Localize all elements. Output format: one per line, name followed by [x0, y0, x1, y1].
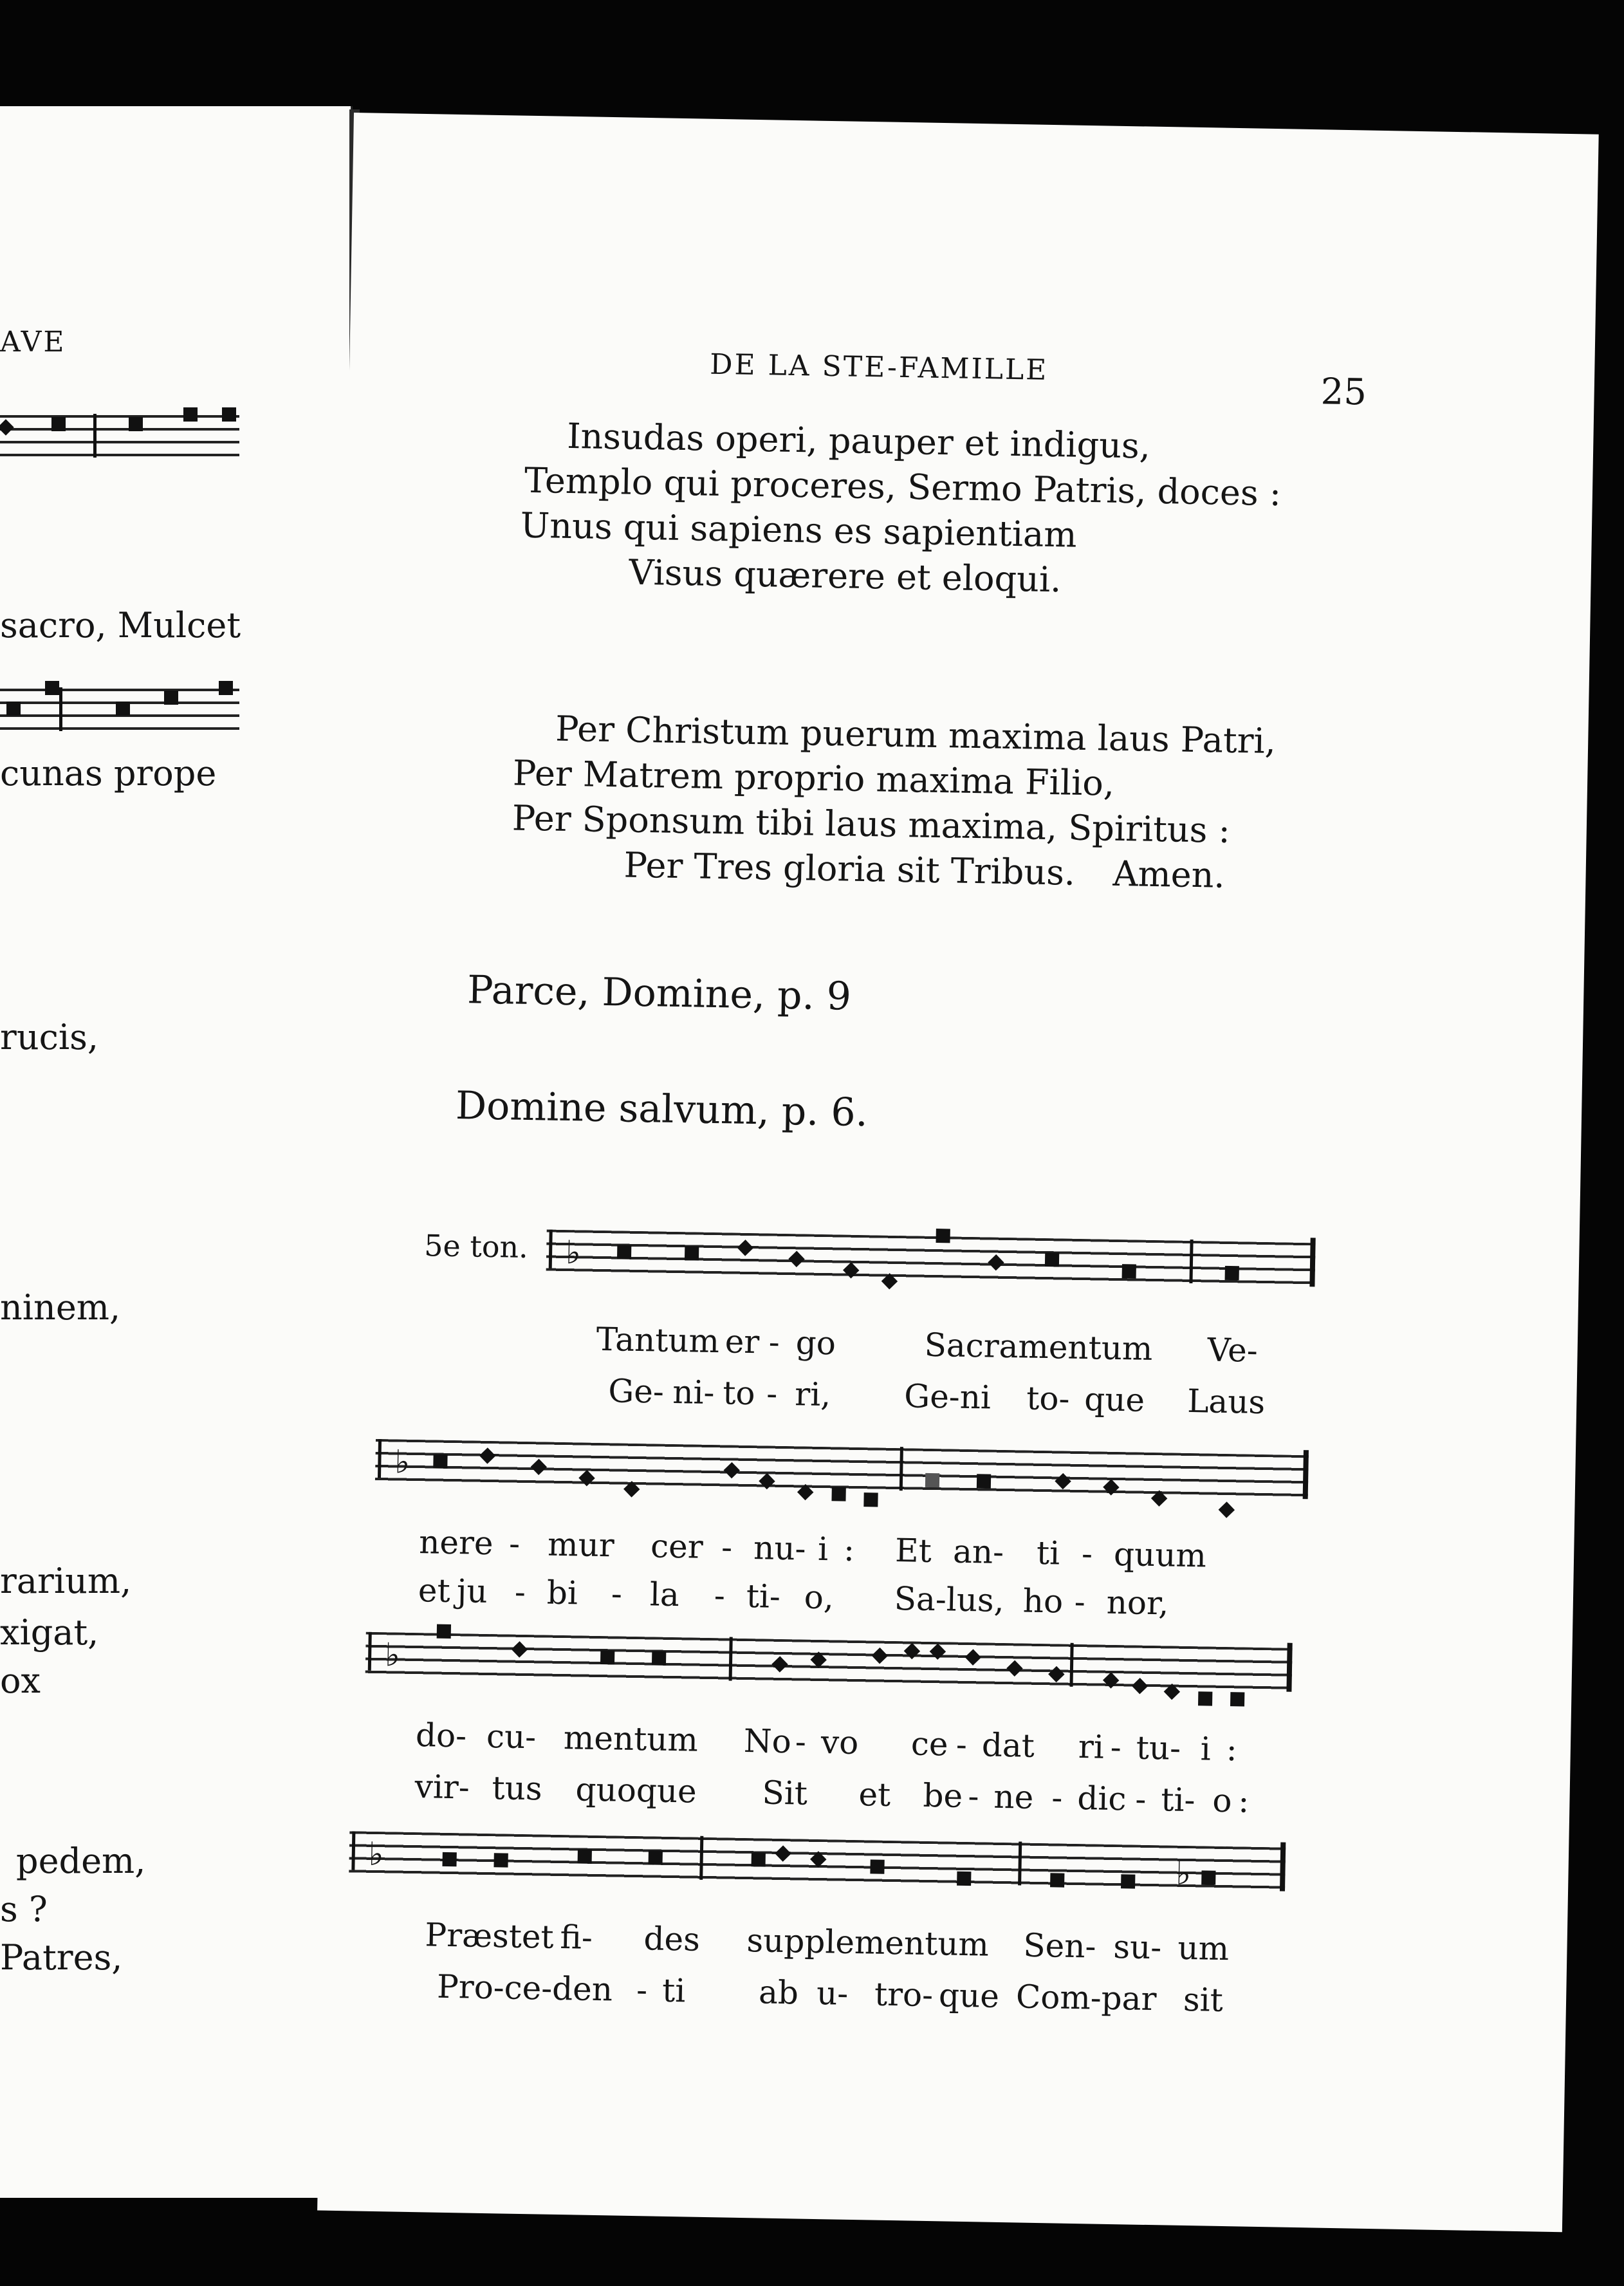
- mode-label: 5e ton.: [423, 1228, 529, 1265]
- lyric-syllable: quoque: [575, 1770, 697, 1810]
- lyric-syllable: -: [1051, 1779, 1063, 1817]
- stanza1-line-2: Templo qui proceres, Sermo Patris, doces :: [524, 460, 1282, 514]
- lyric-syllable: um: [1177, 1929, 1230, 1968]
- lyric-syllable: ce: [910, 1725, 948, 1763]
- lyric-syllable: to-: [1026, 1379, 1070, 1418]
- lyric-syllable: Ge-ni: [903, 1377, 992, 1417]
- left-line-5: rarium,: [0, 1561, 132, 1601]
- lyric-syllable: ri: [1078, 1728, 1105, 1766]
- left-running-head: AVE: [0, 326, 66, 358]
- left-staff-2: [0, 689, 239, 732]
- lyric-syllable: -: [768, 1323, 780, 1361]
- lyric-syllable: No: [743, 1722, 792, 1761]
- lyric-syllable: fi-: [560, 1919, 593, 1956]
- lyric-syllable: que: [1084, 1380, 1145, 1419]
- lyric-syllable: be: [922, 1776, 963, 1815]
- lyric-syllable: -: [1134, 1780, 1147, 1818]
- lyric-syllable: -: [721, 1529, 733, 1566]
- lyric-syllable: an-: [952, 1532, 1004, 1571]
- lyric-syllable: mentum: [563, 1719, 699, 1759]
- lyric-syllable: ne: [993, 1778, 1034, 1816]
- lyric-syllable: ti: [661, 1971, 686, 2010]
- left-staff-1: [0, 415, 239, 459]
- lyric-syllable: :: [1226, 1731, 1238, 1769]
- lyric-syllable: dic: [1076, 1780, 1127, 1818]
- lyric-syllable: vir-: [414, 1768, 470, 1807]
- lyric-syllable: Pro-ce-den: [436, 1967, 613, 2009]
- chant-staff-1: ♭: [546, 1229, 1316, 1287]
- reference-parce: Parce, Domine, p. 9: [466, 967, 852, 1019]
- lyric-syllable: que: [938, 1976, 1000, 2015]
- lyric-syllable: ni-: [672, 1373, 715, 1412]
- stanza2-line-3: Per Sponsum tibi laus maxima, Spiritus :: [512, 797, 1231, 851]
- lyric-syllable: Laus: [1186, 1382, 1266, 1422]
- left-line-2: cunas prope: [0, 753, 217, 794]
- lyric-syllable: ab: [758, 1973, 799, 2012]
- lyric-syllable: -: [1074, 1583, 1086, 1621]
- lyric-syllable: ju: [456, 1572, 488, 1610]
- lyric-syllable: Sit: [762, 1774, 808, 1812]
- lyric-syllable: Com-par: [1015, 1978, 1157, 2018]
- lyric-syllable: Ge-: [607, 1372, 665, 1411]
- lyric-syllable: Tantum: [596, 1320, 720, 1361]
- lyric-syllable: nu-: [753, 1529, 806, 1568]
- left-line-3: rucis,: [0, 1017, 98, 1057]
- left-line-10: Patres,: [0, 1937, 123, 1978]
- lyric-syllable: -: [714, 1577, 726, 1615]
- lyric-syllable: des: [643, 1920, 701, 1958]
- stanza2-line-1: Per Christum puerum maxima laus Patri,: [555, 708, 1277, 762]
- stanza1-line-1: Insudas operi, pauper et indigus,: [566, 415, 1151, 467]
- lyric-syllable: vo: [820, 1724, 859, 1762]
- stanza2-line-4: Per Tres gloria sit Tribus.: [623, 844, 1076, 893]
- lyric-syllable: et: [418, 1572, 451, 1610]
- lyric-syllable: ri,: [794, 1375, 831, 1414]
- lyric-syllable: quum: [1113, 1535, 1207, 1575]
- lyric-syllable: et: [858, 1776, 891, 1814]
- lyric-syllable: i: [817, 1530, 829, 1568]
- lyric-syllable: -: [795, 1723, 807, 1761]
- right-page: [317, 113, 1599, 2232]
- lyric-syllable: Et: [894, 1532, 932, 1570]
- left-page: [0, 106, 353, 2198]
- left-line-9: s ?: [0, 1889, 48, 1929]
- lyric-syllable: o: [1212, 1781, 1233, 1820]
- left-line-1: sacro, Mulcet: [0, 605, 241, 646]
- lyric-syllable: ti-: [746, 1577, 781, 1615]
- chant-staff-2: ♭: [375, 1439, 1309, 1499]
- lyric-syllable: -: [514, 1573, 526, 1612]
- lyric-syllable: -: [1081, 1535, 1093, 1573]
- lyric-syllable: o,: [804, 1578, 835, 1617]
- left-line-4: ninem,: [0, 1287, 121, 1328]
- lyric-syllable: Præstet: [425, 1916, 555, 1956]
- reference-domine: Domine salvum, p. 6.: [455, 1083, 869, 1136]
- lyric-syllable: -: [508, 1525, 521, 1563]
- lyric-syllable: ho: [1022, 1582, 1064, 1621]
- lyric-syllable: dat: [981, 1726, 1035, 1765]
- lyric-syllable: Sa-lus,: [894, 1580, 1005, 1619]
- lyric-syllable: bi: [546, 1574, 578, 1612]
- lyric-syllable: :: [843, 1530, 855, 1568]
- left-line-8: pedem,: [16, 1841, 146, 1881]
- lyric-syllable: u-: [816, 1974, 849, 2012]
- lyric-syllable: -: [967, 1778, 979, 1816]
- lyric-syllable: -: [955, 1725, 968, 1764]
- lyric-syllable: tus: [492, 1769, 543, 1808]
- lyric-syllable: tro-: [874, 1975, 934, 2014]
- lyric-syllable: -: [636, 1971, 648, 2009]
- left-line-7: ox: [0, 1660, 41, 1701]
- left-line-6: xigat,: [0, 1612, 99, 1653]
- lyric-syllable: go: [795, 1324, 836, 1362]
- lyric-syllable: ti-: [1160, 1781, 1195, 1819]
- lyric-syllable: nere: [418, 1523, 494, 1563]
- running-head: DE LA STE-FAMILLE: [709, 348, 1049, 387]
- lyric-syllable: cer: [650, 1527, 704, 1566]
- stanza2-line-2: Per Matrem proprio maxima Filio,: [512, 752, 1115, 804]
- lyric-syllable: er: [724, 1323, 760, 1361]
- lyric-syllable: mur: [547, 1525, 615, 1565]
- stanza1-line-4: Visus quærere et eloqui.: [629, 552, 1062, 600]
- lyric-syllable: sit: [1183, 1980, 1224, 2020]
- page-number: 25: [1320, 371, 1367, 414]
- lyric-syllable: -: [766, 1375, 778, 1413]
- lyric-syllable: Sacramentum: [924, 1326, 1153, 1368]
- stanza1-line-3: Unus qui sapiens es sapientiam: [520, 505, 1078, 555]
- lyric-syllable: Ve-: [1207, 1331, 1259, 1370]
- lyric-syllable: cu-: [486, 1717, 537, 1756]
- lyric-syllable: supplementum: [746, 1922, 990, 1964]
- lyric-syllable: tu-: [1136, 1729, 1181, 1767]
- lyric-syllable: -: [1110, 1728, 1122, 1767]
- stanza2-amen: Amen.: [1112, 853, 1226, 896]
- lyric-syllable: i: [1200, 1730, 1212, 1768]
- lyric-syllable: Sen-: [1022, 1926, 1096, 1965]
- lyric-syllable: su-: [1112, 1928, 1162, 1967]
- chant-staff-4: ♭ ♭: [349, 1831, 1286, 1891]
- chant-staff-3: ♭: [365, 1632, 1293, 1692]
- lyric-syllable: ti: [1036, 1534, 1060, 1572]
- lyric-syllable: nor,: [1106, 1583, 1169, 1622]
- lyric-syllable: :: [1237, 1782, 1250, 1820]
- lyric-syllable: la: [649, 1575, 680, 1614]
- lyric-syllable: -: [611, 1575, 623, 1613]
- lyric-syllable: to: [722, 1374, 756, 1413]
- lyric-syllable: do-: [415, 1716, 467, 1755]
